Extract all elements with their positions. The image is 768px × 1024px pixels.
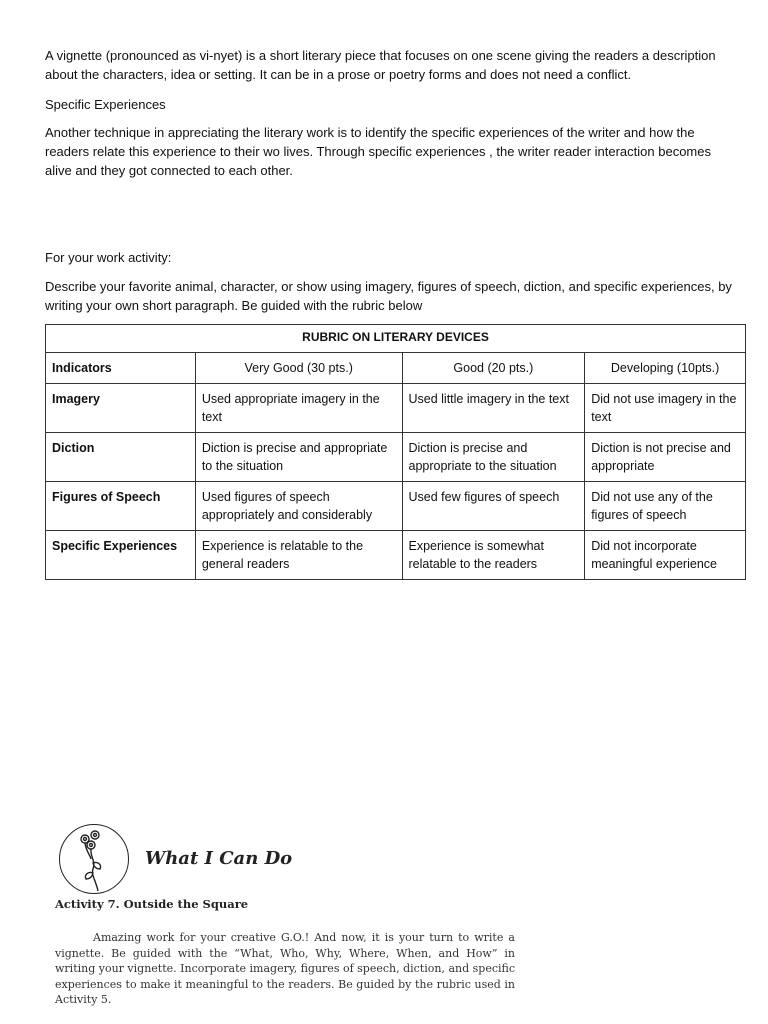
- table-row: [46, 384, 746, 433]
- table-cell: Used little imagery in the text: [402, 384, 585, 433]
- specific-experiences-heading: Specific Experiences: [45, 97, 166, 112]
- header-developing: Developing (10pts.): [585, 353, 746, 384]
- work-activity-label: For your work activity:: [45, 250, 172, 265]
- intro-paragraph: A vignette (pronounced as vi-nyet) is a short literary piece that focuses on one scene giving the readers a description about the characters, idea or setting. It can be in a prose or poetry forms and does not need a conflict.: [45, 48, 716, 82]
- module-section-title: What I Can Do: [145, 848, 293, 869]
- indicator-cell: Diction: [46, 433, 196, 482]
- table-cell: Diction is precise and appropriate to the situation: [195, 433, 402, 482]
- rubric-header-row: [46, 353, 746, 384]
- flower-icon: [60, 825, 128, 893]
- table-cell: Diction is not precise and appropriate: [585, 433, 746, 482]
- table-cell: Did not use any of the figures of speech: [585, 482, 746, 531]
- module-logo-icon: [59, 824, 129, 894]
- indicator-cell: Specific Experiences: [46, 531, 196, 580]
- rubric-title-row: [46, 325, 746, 353]
- table-row: [46, 531, 746, 580]
- activity-instructions: Amazing work for your creative G.O.! And now, it is your turn to write a vignette. Be guided with the “What, Who, Why, Where, When, and How” in writing your vignette. Incorporate imagery, figures of speech, diction, and specific experiences to make it meaningful to the readers. Be guided by the rubric used in Activity 5.: [55, 931, 516, 1006]
- header-indicators: Indicators: [46, 353, 196, 384]
- table-row: [46, 433, 746, 482]
- table-cell: Did not incorporate meaningful experience: [585, 531, 746, 580]
- table-cell: Experience is somewhat relatable to the readers: [402, 531, 585, 580]
- module-excerpt: [55, 818, 520, 1018]
- table-cell: Did not use imagery in the text: [585, 384, 746, 433]
- table-row: [46, 482, 746, 531]
- header-very-good: Very Good (30 pts.): [195, 353, 402, 384]
- table-cell: Experience is relatable to the general readers: [195, 531, 402, 580]
- table-cell: Used figures of speech appropriately and considerably: [195, 482, 402, 531]
- table-cell: Used few figures of speech: [402, 482, 585, 531]
- indicator-cell: Imagery: [46, 384, 196, 433]
- activity-heading: Activity 7. Outside the Square: [55, 897, 249, 911]
- describe-instruction: Describe your favorite animal, character, or show using imagery, figures of speech, diction, and specific experiences, by writing your own short paragraph. Be guided with the rubric below: [45, 279, 732, 313]
- specific-experiences-paragraph: Another technique in appreciating the literary work is to identify the specific experiences of the writer and how the readers relate this experience to their wo lives. Through specific experiences , the writer reader interaction becomes alive and they got connected to each other.: [45, 125, 711, 178]
- rubric-title: RUBRIC ON LITERARY DEVICES: [46, 325, 746, 353]
- rubric-table: [45, 324, 746, 580]
- table-cell: Used appropriate imagery in the text: [195, 384, 402, 433]
- header-good: Good (20 pts.): [402, 353, 585, 384]
- indicator-cell: Figures of Speech: [46, 482, 196, 531]
- table-cell: Diction is precise and appropriate to the situation: [402, 433, 585, 482]
